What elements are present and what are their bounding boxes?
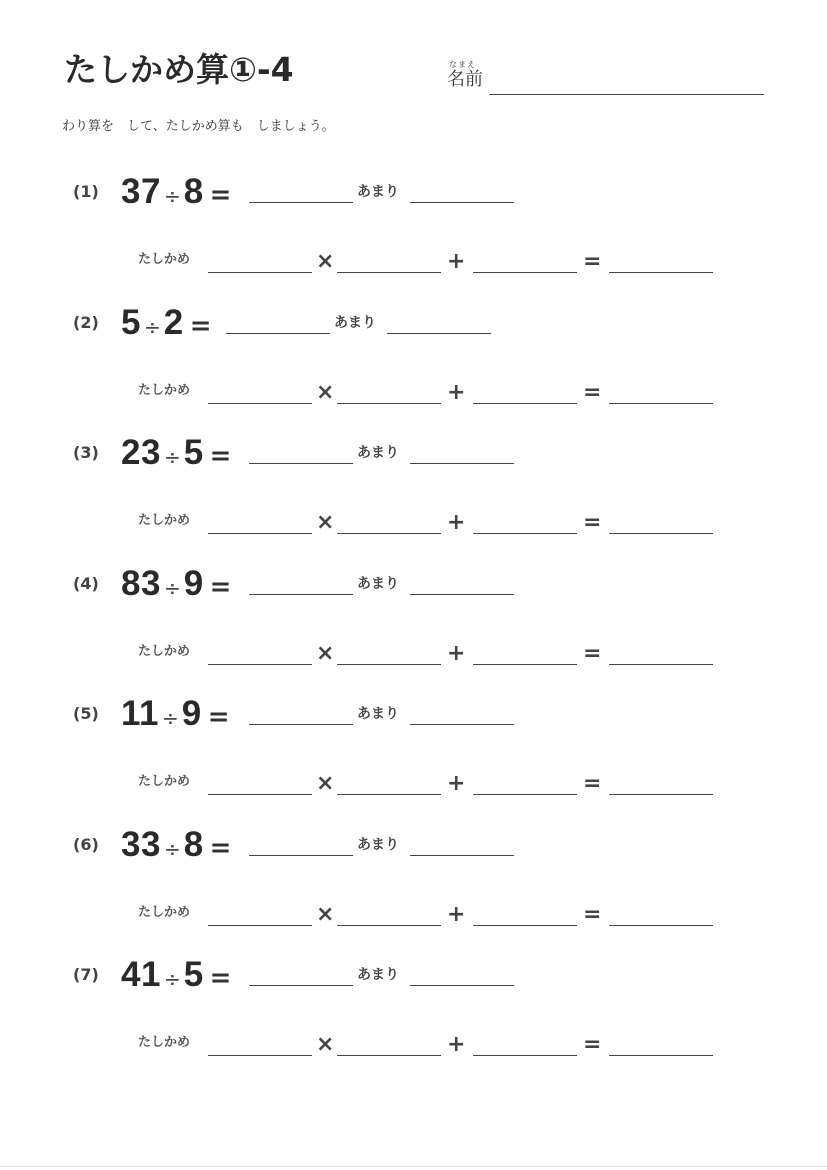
check-quotient-field[interactable]	[337, 533, 441, 534]
check-row	[0, 511, 827, 541]
equals-sign: =	[209, 441, 232, 471]
check-remainder-field[interactable]	[473, 925, 577, 926]
divisor: 9	[181, 694, 202, 733]
dividend: 5	[121, 303, 141, 342]
dividend: 33	[121, 825, 161, 864]
check-result-field[interactable]	[609, 1055, 713, 1056]
problem-number: (4)	[73, 574, 99, 593]
times-sign: ×	[316, 902, 335, 927]
divisor: 2	[163, 303, 184, 342]
check-quotient-field[interactable]	[337, 664, 441, 665]
remainder-answer-field[interactable]	[410, 594, 514, 595]
problem-6	[0, 825, 827, 953]
check-row	[0, 250, 827, 280]
check-row	[0, 642, 827, 672]
remainder-answer-field[interactable]	[410, 463, 514, 464]
times-sign: ×	[316, 1032, 335, 1057]
quotient-answer-field[interactable]	[249, 463, 353, 464]
remainder-label: あまり	[357, 445, 399, 461]
divisor: 5	[183, 433, 204, 472]
name-field[interactable]	[489, 94, 764, 95]
problem-7	[0, 955, 827, 1083]
name-ruby: なまえ	[449, 60, 476, 69]
dividend: 37	[121, 172, 161, 211]
times-sign: ×	[316, 380, 335, 405]
name-kanji: 名前	[447, 69, 483, 90]
remainder-answer-field[interactable]	[387, 333, 491, 334]
dividend: 41	[121, 955, 161, 994]
times-sign: ×	[316, 249, 335, 274]
remainder-answer-field[interactable]	[410, 985, 514, 986]
division-expression	[121, 301, 212, 345]
check-divisor-field[interactable]	[208, 1055, 312, 1056]
check-remainder-field[interactable]	[473, 403, 577, 404]
check-equals-sign: =	[583, 1032, 602, 1057]
equals-sign: =	[209, 833, 232, 863]
problem-number: (1)	[73, 182, 99, 201]
check-label: たしかめ	[138, 513, 191, 528]
divide-sign: ÷	[163, 576, 181, 600]
check-quotient-field[interactable]	[337, 403, 441, 404]
check-row	[0, 903, 827, 933]
check-equals-sign: =	[583, 771, 602, 796]
remainder-label: あまり	[357, 837, 399, 853]
check-label: たしかめ	[138, 1035, 191, 1050]
plus-sign: +	[447, 771, 466, 796]
check-equals-sign: =	[583, 249, 602, 274]
remainder-label: あまり	[357, 576, 399, 592]
problem-5	[0, 694, 827, 822]
divide-sign: ÷	[143, 315, 161, 339]
division-expression	[121, 431, 231, 475]
check-equals-sign: =	[583, 902, 602, 927]
divisor: 8	[183, 172, 204, 211]
remainder-label: あまり	[357, 706, 399, 722]
name-label	[447, 60, 487, 91]
plus-sign: +	[447, 641, 466, 666]
check-label: たしかめ	[138, 905, 191, 920]
check-result-field[interactable]	[609, 664, 713, 665]
check-row	[0, 1033, 827, 1063]
check-remainder-field[interactable]	[473, 794, 577, 795]
check-result-field[interactable]	[609, 403, 713, 404]
times-sign: ×	[316, 641, 335, 666]
check-quotient-field[interactable]	[337, 794, 441, 795]
check-divisor-field[interactable]	[208, 794, 312, 795]
problem-number: (3)	[73, 443, 99, 462]
remainder-label: あまり	[357, 184, 399, 200]
check-label: たしかめ	[138, 644, 191, 659]
remainder-answer-field[interactable]	[410, 855, 514, 856]
check-divisor-field[interactable]	[208, 272, 312, 273]
remainder-answer-field[interactable]	[410, 724, 514, 725]
check-remainder-field[interactable]	[473, 1055, 577, 1056]
remainder-label: あまり	[357, 967, 399, 983]
check-result-field[interactable]	[609, 272, 713, 273]
remainder-answer-field[interactable]	[410, 202, 514, 203]
plus-sign: +	[447, 249, 466, 274]
check-quotient-field[interactable]	[337, 1055, 441, 1056]
times-sign: ×	[316, 510, 335, 535]
check-quotient-field[interactable]	[337, 925, 441, 926]
plus-sign: +	[447, 510, 466, 535]
problem-1	[0, 172, 827, 300]
quotient-answer-field[interactable]	[249, 594, 353, 595]
problem-number: (5)	[73, 704, 99, 723]
problem-number: (2)	[73, 313, 99, 332]
check-row	[0, 381, 827, 411]
problem-number: (7)	[73, 965, 99, 984]
dividend: 11	[121, 694, 159, 733]
quotient-answer-field[interactable]	[249, 202, 353, 203]
equals-sign: =	[189, 311, 212, 341]
divide-sign: ÷	[162, 706, 179, 730]
quotient-answer-field[interactable]	[249, 724, 353, 725]
check-equals-sign: =	[583, 641, 602, 666]
check-divisor-field[interactable]	[208, 664, 312, 665]
quotient-answer-field[interactable]	[249, 985, 353, 986]
division-expression	[121, 170, 231, 214]
check-label: たしかめ	[138, 383, 191, 398]
times-sign: ×	[316, 771, 335, 796]
equals-sign: =	[209, 963, 232, 993]
divisor: 5	[183, 955, 204, 994]
check-quotient-field[interactable]	[337, 272, 441, 273]
divide-sign: ÷	[163, 184, 181, 208]
check-result-field[interactable]	[609, 925, 713, 926]
problem-2	[0, 303, 827, 431]
check-row	[0, 772, 827, 802]
plus-sign: +	[447, 902, 466, 927]
divide-sign: ÷	[163, 445, 181, 469]
check-label: たしかめ	[138, 774, 191, 789]
instruction-text: わり算を して、たしかめ算も しましょう。	[62, 119, 335, 134]
check-label: たしかめ	[138, 252, 191, 267]
remainder-label: あまり	[334, 315, 376, 331]
problem-4	[0, 564, 827, 692]
division-expression	[121, 953, 231, 997]
division-expression	[121, 692, 230, 736]
division-expression	[121, 562, 231, 606]
check-divisor-field[interactable]	[208, 403, 312, 404]
check-divisor-field[interactable]	[208, 533, 312, 534]
check-result-field[interactable]	[609, 794, 713, 795]
check-remainder-field[interactable]	[473, 533, 577, 534]
page-edge	[0, 1166, 827, 1167]
equals-sign: =	[207, 702, 230, 732]
divide-sign: ÷	[163, 967, 181, 991]
plus-sign: +	[447, 380, 466, 405]
problem-3	[0, 433, 827, 561]
dividend: 23	[121, 433, 161, 472]
equals-sign: =	[209, 572, 232, 602]
plus-sign: +	[447, 1032, 466, 1057]
equals-sign: =	[209, 180, 232, 210]
dividend: 83	[121, 564, 161, 603]
page-title: たしかめ算①-4	[64, 50, 294, 89]
problem-number: (6)	[73, 835, 99, 854]
quotient-answer-field[interactable]	[226, 333, 330, 334]
divisor: 8	[183, 825, 204, 864]
check-remainder-field[interactable]	[473, 664, 577, 665]
check-divisor-field[interactable]	[208, 925, 312, 926]
quotient-answer-field[interactable]	[249, 855, 353, 856]
check-result-field[interactable]	[609, 533, 713, 534]
divisor: 9	[183, 564, 204, 603]
check-remainder-field[interactable]	[473, 272, 577, 273]
division-expression	[121, 823, 231, 867]
check-equals-sign: =	[583, 380, 602, 405]
check-equals-sign: =	[583, 510, 602, 535]
divide-sign: ÷	[163, 837, 181, 861]
